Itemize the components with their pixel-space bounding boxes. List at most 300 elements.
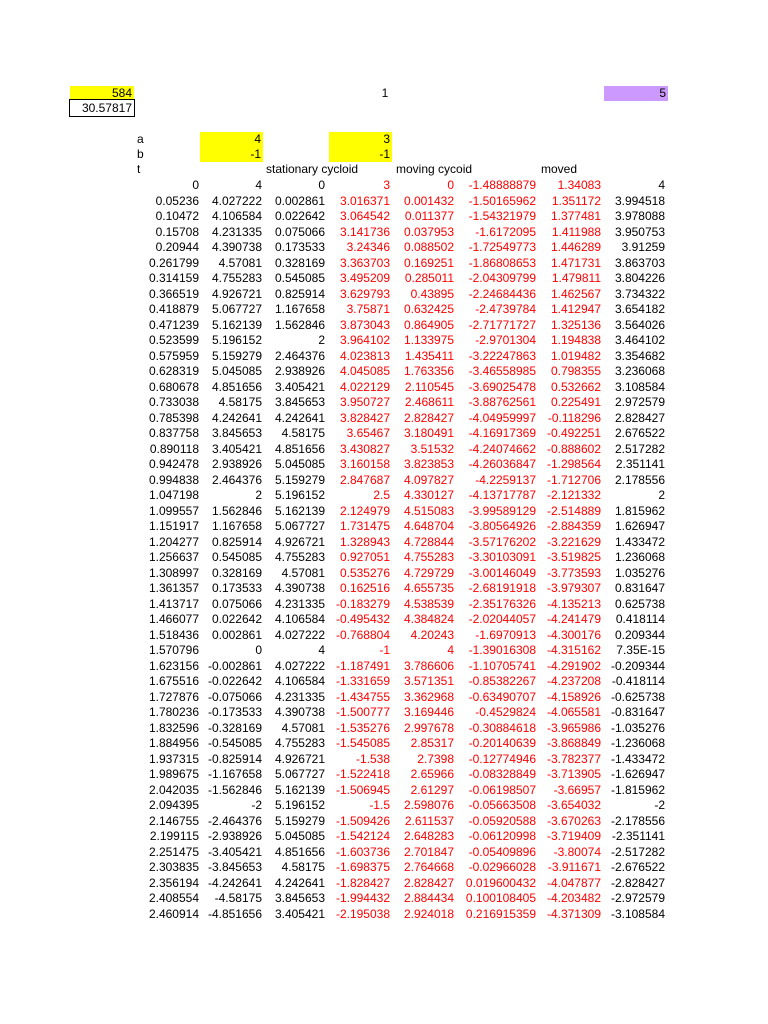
table-cell[interactable]: 0.994838 [148,472,199,487]
table-cell[interactable]: -3.80074 [553,844,601,859]
center-value[interactable]: 1 [381,86,389,100]
table-cell[interactable]: 4.851656 [274,844,325,859]
table-cell[interactable]: -1.994432 [335,891,390,905]
table-cell[interactable]: 2.61297 [410,782,454,797]
table-cell[interactable]: 1.413717 [148,596,199,611]
table-cell[interactable]: -0.20140639 [468,736,536,750]
table-cell[interactable]: 0.173533 [274,240,325,254]
table-cell[interactable]: 4.390738 [211,240,262,254]
table-cell[interactable]: 4.231335 [274,689,325,704]
table-cell[interactable]: 4.242641 [274,875,325,890]
table-cell[interactable]: -0.888602 [546,441,601,456]
table-cell[interactable]: 1.035276 [614,565,665,580]
table-cell[interactable]: 1.377481 [550,209,601,223]
table-cell[interactable]: 1.167658 [274,302,325,316]
table-cell[interactable]: -1.187491 [335,658,390,673]
table-cell[interactable]: 0.209344 [614,627,665,642]
table-cell[interactable]: 3.141736 [339,224,390,239]
table-cell[interactable]: -4.26036847 [468,457,536,471]
table-cell[interactable]: -4.135213 [546,596,601,611]
table-cell[interactable]: 0.075066 [274,224,325,239]
table-cell[interactable]: -3.965986 [546,720,601,735]
table-cell[interactable]: 1.328943 [339,534,390,549]
table-cell[interactable]: 3.564026 [614,317,665,332]
table-cell[interactable]: 4.648704 [403,519,454,533]
table-cell[interactable]: 3.950727 [339,395,390,409]
table-cell[interactable]: 1.099557 [148,503,199,518]
table-cell[interactable]: 4.022129 [339,379,390,394]
table-cell[interactable]: 0.019600432 [465,875,536,890]
table-cell[interactable]: -1.5 [369,798,390,812]
table-cell[interactable]: 0.100108405 [465,891,536,905]
table-cell[interactable]: 3.571351 [403,674,454,688]
table-cell[interactable]: 4.390738 [274,581,325,595]
table-cell[interactable]: 0.10472 [155,209,199,223]
table-cell[interactable]: 1.763356 [403,364,454,378]
table-cell[interactable]: 1.626947 [614,519,665,533]
table-cell[interactable]: -0.022642 [207,674,262,688]
table-cell[interactable]: 5.196152 [274,798,325,812]
table-cell[interactable]: 4.538539 [403,596,454,611]
table-cell[interactable]: -1.035276 [610,720,665,735]
table-cell[interactable]: 1.34083 [557,178,601,192]
table-cell[interactable]: 0.680678 [148,379,199,394]
table-cell[interactable]: -1.545085 [335,736,390,750]
table-cell[interactable]: 2.828427 [403,875,454,890]
table-cell[interactable]: -2.351141 [611,829,665,843]
table-cell[interactable]: 3.169446 [403,705,454,719]
table-cell[interactable]: -0.173533 [207,705,262,719]
table-cell[interactable]: 1.019482 [550,348,601,363]
table-cell[interactable]: 3.363703 [339,255,390,270]
table-cell[interactable]: 2.611537 [404,813,454,828]
table-cell[interactable]: 4 [658,178,665,192]
table-cell[interactable]: -2 [654,798,665,812]
table-cell[interactable]: 4.106584 [274,612,325,626]
table-cell[interactable]: 0.942478 [148,457,199,471]
table-cell[interactable]: 2.468611 [404,395,454,409]
table-cell[interactable]: 1.325136 [550,317,601,332]
table-cell[interactable]: 2.464376 [211,472,262,487]
table-cell[interactable]: 4.027222 [274,658,325,673]
table-cell[interactable]: 0.002861 [274,193,325,208]
table-cell[interactable]: 2.094395 [148,798,199,812]
table-cell[interactable]: 5.162139 [211,317,262,332]
table-cell[interactable]: -3.22247863 [468,348,536,363]
table-cell[interactable]: 0.798355 [550,364,601,378]
table-cell[interactable]: -1 [379,643,390,657]
table-cell[interactable]: 0.471239 [148,317,199,332]
table-cell[interactable]: -2.884359 [546,519,601,533]
table-cell[interactable]: -0.4529824 [475,705,536,719]
table-cell[interactable]: -0.06198507 [468,782,536,797]
table-cell[interactable]: 3.65467 [346,426,390,440]
table-cell[interactable]: 3.464102 [614,333,665,347]
table-cell[interactable]: -3.911671 [547,860,601,874]
table-cell[interactable]: 2.938926 [274,364,325,378]
table-cell[interactable]: 4.097827 [403,472,454,487]
table-cell[interactable]: -1.236068 [610,736,665,750]
table-cell[interactable]: -1.698375 [335,860,390,874]
table-cell[interactable]: -0.831647 [610,705,665,719]
table-cell[interactable]: 1.446289 [550,240,601,254]
table-cell[interactable]: -1.500777 [335,705,390,719]
table-cell[interactable]: 0.002861 [211,627,262,642]
table-cell[interactable]: -1.712706 [546,472,601,487]
table-cell[interactable]: -1.626947 [610,767,665,781]
table-cell[interactable]: -4.315162 [546,643,601,657]
table-cell[interactable]: 1.815962 [614,503,665,518]
table-cell[interactable]: 4.515083 [403,503,454,518]
table-cell[interactable]: -0.118296 [547,410,601,425]
table-cell[interactable]: 0.328169 [274,255,325,270]
table-cell[interactable]: 5.159279 [274,472,325,487]
table-cell[interactable]: -4.2259137 [475,472,536,487]
table-cell[interactable]: -2 [251,798,262,812]
table-cell[interactable]: 0 [447,178,454,192]
table-cell[interactable]: -3.80564926 [468,519,536,533]
table-cell[interactable]: 0.001432 [403,193,454,208]
table-cell[interactable]: 1.731475 [339,519,390,533]
table-cell[interactable]: -1.562846 [207,782,262,797]
table-cell[interactable]: -4.24074662 [468,441,536,456]
table-cell[interactable]: 5.067727 [274,519,325,533]
table-cell[interactable]: -3.519825 [546,550,601,564]
table-cell[interactable]: 2.924018 [403,906,454,921]
table-cell[interactable]: 3.51532 [410,441,454,456]
table-cell[interactable]: 2.356194 [148,875,199,890]
table-cell[interactable]: -0.63490707 [468,689,536,704]
table-cell[interactable]: 3.180491 [403,426,454,440]
table-cell[interactable]: -3.88762561 [468,395,536,409]
table-cell[interactable]: 4.729729 [403,565,454,580]
table-cell[interactable]: 1.435411 [404,348,454,363]
table-cell[interactable]: -1.54321979 [468,209,536,223]
table-cell[interactable]: 4.58175 [281,860,325,874]
table-cell[interactable]: 0.831647 [614,581,665,595]
table-cell[interactable]: -1.815962 [610,782,665,797]
table-cell[interactable]: 4.926721 [274,534,325,549]
table-cell[interactable]: -1.535276 [335,720,390,735]
table-cell[interactable]: -4.291902 [546,658,601,673]
table-cell[interactable]: -0.492251 [546,426,601,440]
table-cell[interactable]: -0.183279 [335,596,390,611]
table-cell[interactable]: 2.042035 [148,782,199,797]
table-cell[interactable]: 1.351172 [551,193,601,208]
table-cell[interactable]: 2.598076 [403,798,454,812]
table-cell[interactable]: 2.828427 [614,410,665,425]
table-cell[interactable]: 1.937315 [148,751,199,766]
table-cell[interactable]: 4 [255,178,262,192]
table-cell[interactable]: 2.828427 [403,410,454,425]
table-cell[interactable]: -0.495432 [335,612,390,626]
table-cell[interactable]: 1.194838 [550,333,601,347]
table-cell[interactable]: 2.110545 [404,379,454,394]
table-cell[interactable]: -2.514889 [546,503,601,518]
table-cell[interactable]: 1.479811 [551,271,601,285]
table-cell[interactable]: 3.873043 [339,317,390,332]
table-cell[interactable]: 0.532662 [550,379,601,394]
purple-value-box[interactable]: 5 [604,86,668,101]
table-cell[interactable]: -4.065581 [546,705,601,719]
table-cell[interactable]: -1.542124 [335,829,390,843]
table-cell[interactable]: 0.314159 [148,271,199,285]
table-cell[interactable]: 3.362968 [403,689,454,704]
table-cell[interactable]: -4.13717787 [468,488,536,502]
table-cell[interactable]: 2.124979 [339,503,390,518]
table-cell[interactable]: 2.146755 [148,813,199,828]
table-cell[interactable]: 0.216915359 [465,906,536,921]
table-cell[interactable]: -2.972579 [610,891,665,905]
table-cell[interactable]: 3.823853 [403,457,454,471]
table-cell[interactable]: 0.625738 [614,596,665,611]
table-cell[interactable]: 0.418879 [148,302,199,316]
table-cell[interactable]: -2.121332 [546,488,601,502]
table-cell[interactable]: 4.231335 [211,224,262,239]
table-cell[interactable]: 1.133975 [403,333,454,347]
table-cell[interactable]: -2.71771727 [468,317,536,332]
value-box-584[interactable]: 584 [70,86,134,100]
table-cell[interactable]: 0.037953 [403,224,454,239]
table-cell[interactable]: 4.57081 [281,565,325,580]
table-cell[interactable]: 2 [255,488,262,502]
table-cell[interactable]: 3.994518 [614,193,665,208]
table-cell[interactable]: 0.927051 [339,550,390,564]
table-cell[interactable]: 1.832596 [148,720,199,735]
table-cell[interactable]: 2.648283 [403,829,454,843]
table-cell[interactable]: 4.851656 [274,441,325,456]
table-cell[interactable]: -3.654032 [546,798,601,812]
table-cell[interactable]: 5.162139 [274,782,325,797]
table-cell[interactable]: 5.159279 [211,348,262,363]
table-cell[interactable]: 2.464376 [274,348,325,363]
table-cell[interactable]: 2.251475 [148,844,199,859]
table-cell[interactable]: 3.964102 [339,333,390,347]
table-cell[interactable]: 2.408554 [148,891,199,905]
table-cell[interactable]: -0.075066 [207,689,262,704]
table-cell[interactable]: 1.204277 [148,534,199,549]
table-cell[interactable]: 1.518436 [148,627,199,642]
table-cell[interactable]: 4.242641 [274,410,325,425]
table-cell[interactable]: -1.331659 [335,674,390,688]
table-cell[interactable]: -4.58175 [214,891,262,905]
table-cell[interactable]: 3.828427 [339,410,390,425]
table-cell[interactable]: 0.169251 [403,255,454,270]
table-cell[interactable]: -0.209344 [610,658,665,673]
table-cell[interactable]: 0.20944 [155,240,199,254]
table-cell[interactable]: 0.837758 [148,426,199,440]
table-cell[interactable]: -0.545085 [207,736,262,750]
table-cell[interactable]: 0.173533 [211,581,262,595]
table-cell[interactable]: -1.6172095 [475,224,536,239]
table-cell[interactable]: 5.067727 [211,302,262,316]
table-cell[interactable]: 3.495209 [339,271,390,285]
table-cell[interactable]: -4.237208 [546,674,601,688]
table-cell[interactable]: 2.5 [373,488,390,502]
table-cell[interactable]: -2.68191918 [468,581,536,595]
table-cell[interactable]: -3.845653 [207,860,262,874]
param-b2[interactable]: -1 [329,147,392,162]
table-cell[interactable]: -2.464376 [207,813,262,828]
table-cell[interactable]: -4.047877 [546,875,601,890]
table-cell[interactable]: 4.851656 [211,379,262,394]
table-cell[interactable]: 2.884434 [403,891,454,905]
table-cell[interactable]: 4.027222 [211,193,262,208]
table-cell[interactable]: 0.285011 [404,271,454,285]
table-cell[interactable]: 0.825914 [211,534,262,549]
table-cell[interactable]: 3.354682 [614,348,665,363]
table-cell[interactable]: -1.828427 [335,875,390,890]
table-cell[interactable]: 0.366519 [148,286,199,301]
table-cell[interactable]: -4.371309 [546,906,601,921]
table-cell[interactable]: 0.890118 [149,441,199,456]
table-cell[interactable]: 1.727876 [148,689,199,704]
table-cell[interactable]: -0.06120998 [468,829,536,843]
table-cell[interactable]: -4.300176 [546,627,601,642]
table-cell[interactable]: 5.196152 [274,488,325,502]
table-cell[interactable]: 2.199115 [149,829,199,843]
table-cell[interactable]: -3.773593 [546,565,601,580]
table-cell[interactable]: -1.298564 [546,457,601,471]
table-cell[interactable]: 5.045085 [274,829,325,843]
table-cell[interactable]: 0.864905 [403,317,454,332]
table-cell[interactable]: -2.04309799 [468,271,536,285]
table-cell[interactable]: 2.938926 [211,457,262,471]
table-cell[interactable]: -0.418114 [611,674,665,688]
table-cell[interactable]: -1.538 [355,751,390,766]
table-cell[interactable]: 1.471731 [550,255,601,270]
table-cell[interactable]: 0.328169 [211,565,262,580]
table-cell[interactable]: 3.064542 [339,209,390,223]
table-cell[interactable]: 3.629793 [339,286,390,301]
table-cell[interactable]: -0.825914 [207,751,262,766]
table-cell[interactable]: -4.16917369 [468,426,536,440]
table-cell[interactable]: 4.20243 [410,627,454,642]
table-cell[interactable]: -4.158926 [546,689,601,704]
table-cell[interactable]: 0.575959 [148,348,199,363]
table-cell[interactable]: -1.10705741 [468,658,536,673]
table-cell[interactable]: 4.755283 [403,550,454,564]
table-cell[interactable]: 0.628319 [148,364,199,378]
table-cell[interactable]: 2 [658,488,665,502]
table-cell[interactable]: -4.242641 [207,875,262,890]
table-cell[interactable]: 4.58175 [218,395,262,409]
table-cell[interactable]: 3.75871 [346,302,390,316]
table-cell[interactable]: 2.7398 [417,751,454,766]
table-cell[interactable]: -3.670263 [546,813,601,828]
table-cell[interactable]: 0.43895 [410,286,454,301]
table-cell[interactable]: -1.50165962 [468,193,536,208]
table-cell[interactable]: 4.384824 [403,612,454,626]
table-cell[interactable]: -3.979307 [546,581,601,595]
table-cell[interactable]: -2.195038 [335,906,390,921]
table-cell[interactable]: -0.625738 [610,689,665,704]
table-cell[interactable]: -2.24684436 [468,286,536,301]
table-cell[interactable]: 1.989675 [148,767,199,781]
table-cell[interactable]: 2.847687 [339,472,390,487]
table-cell[interactable]: 2.460914 [148,906,199,921]
table-cell[interactable]: -1.433472 [610,751,665,766]
table-cell[interactable]: -4.04959997 [468,410,536,425]
table-cell[interactable]: -0.328169 [207,720,262,735]
table-cell[interactable]: 1.466077 [148,612,199,626]
table-cell[interactable]: 3.108584 [614,379,665,394]
table-cell[interactable]: 4.045085 [339,364,390,378]
value-box-30[interactable]: 30.57817 [69,99,135,117]
table-cell[interactable]: -0.768804 [335,627,390,642]
table-cell[interactable]: 5.162139 [274,503,325,518]
table-cell[interactable]: 0.075066 [211,596,262,611]
table-cell[interactable]: 0.418114 [615,612,665,626]
table-cell[interactable]: 3.786606 [403,658,454,673]
table-cell[interactable]: 0.785398 [148,410,199,425]
table-cell[interactable]: 5.159279 [274,813,325,828]
table-cell[interactable]: 0.523599 [148,333,199,347]
table-cell[interactable]: 4.242641 [211,410,262,425]
table-cell[interactable]: 0.545085 [211,550,262,564]
table-cell[interactable]: -2.938926 [207,829,262,843]
table-cell[interactable]: -1.72549773 [468,240,536,254]
table-cell[interactable]: 1.256637 [148,550,199,564]
table-cell[interactable]: 4 [447,643,454,657]
table-cell[interactable]: -3.868849 [546,736,601,750]
table-cell[interactable]: 2.65966 [410,767,454,781]
table-cell[interactable]: 5.196152 [211,333,262,347]
table-cell[interactable]: -0.05409896 [468,844,536,859]
table-cell[interactable]: -2.02044057 [468,612,536,626]
param-b1[interactable]: -1 [200,147,263,162]
table-cell[interactable]: 0.011377 [404,209,454,223]
table-cell[interactable]: 3.654182 [614,302,665,316]
table-cell[interactable]: -3.99589129 [468,503,536,518]
table-cell[interactable]: -1.603736 [335,844,390,859]
table-cell[interactable]: 4.023813 [339,348,390,363]
table-cell[interactable]: -2.676522 [610,860,665,874]
table-cell[interactable]: 0 [192,178,199,192]
table-cell[interactable]: -1.48888879 [468,178,536,192]
table-cell[interactable]: 0 [318,178,325,192]
table-cell[interactable]: 0.162516 [339,581,390,595]
table-cell[interactable]: 0.545085 [274,271,325,285]
table-cell[interactable]: 3.016371 [339,193,390,208]
table-cell[interactable]: 3.804226 [614,271,665,285]
table-cell[interactable]: 1.562846 [274,317,325,332]
table-cell[interactable]: 0.022642 [211,612,262,626]
table-cell[interactable]: -1.506945 [335,782,390,797]
table-cell[interactable]: 0.225491 [550,395,601,409]
table-cell[interactable]: 1.570796 [148,643,199,657]
table-cell[interactable]: 5.067727 [274,767,325,781]
table-cell[interactable]: 2.85317 [410,736,454,750]
table-cell[interactable]: -3.221629 [546,534,601,549]
table-cell[interactable]: 1.411988 [551,224,601,239]
table-cell[interactable]: 2.178556 [614,472,665,487]
table-cell[interactable]: -1.39016308 [468,643,536,657]
table-cell[interactable]: 3.863703 [614,255,665,270]
table-cell[interactable]: 4 [318,643,325,657]
table-cell[interactable]: 4.330127 [403,488,454,502]
table-cell[interactable]: 4.390738 [274,705,325,719]
table-cell[interactable]: 1.433472 [614,534,665,549]
table-cell[interactable]: 0.632425 [403,302,454,316]
table-cell[interactable]: 0.088502 [403,240,454,254]
table-cell[interactable]: 4.57081 [218,255,262,270]
table-cell[interactable]: 3.845653 [211,426,262,440]
table-cell[interactable]: -3.00146049 [468,565,536,580]
table-cell[interactable]: 2.303835 [148,860,199,874]
table-cell[interactable]: 4.728844 [403,534,454,549]
table-cell[interactable]: 3.734322 [614,286,665,301]
